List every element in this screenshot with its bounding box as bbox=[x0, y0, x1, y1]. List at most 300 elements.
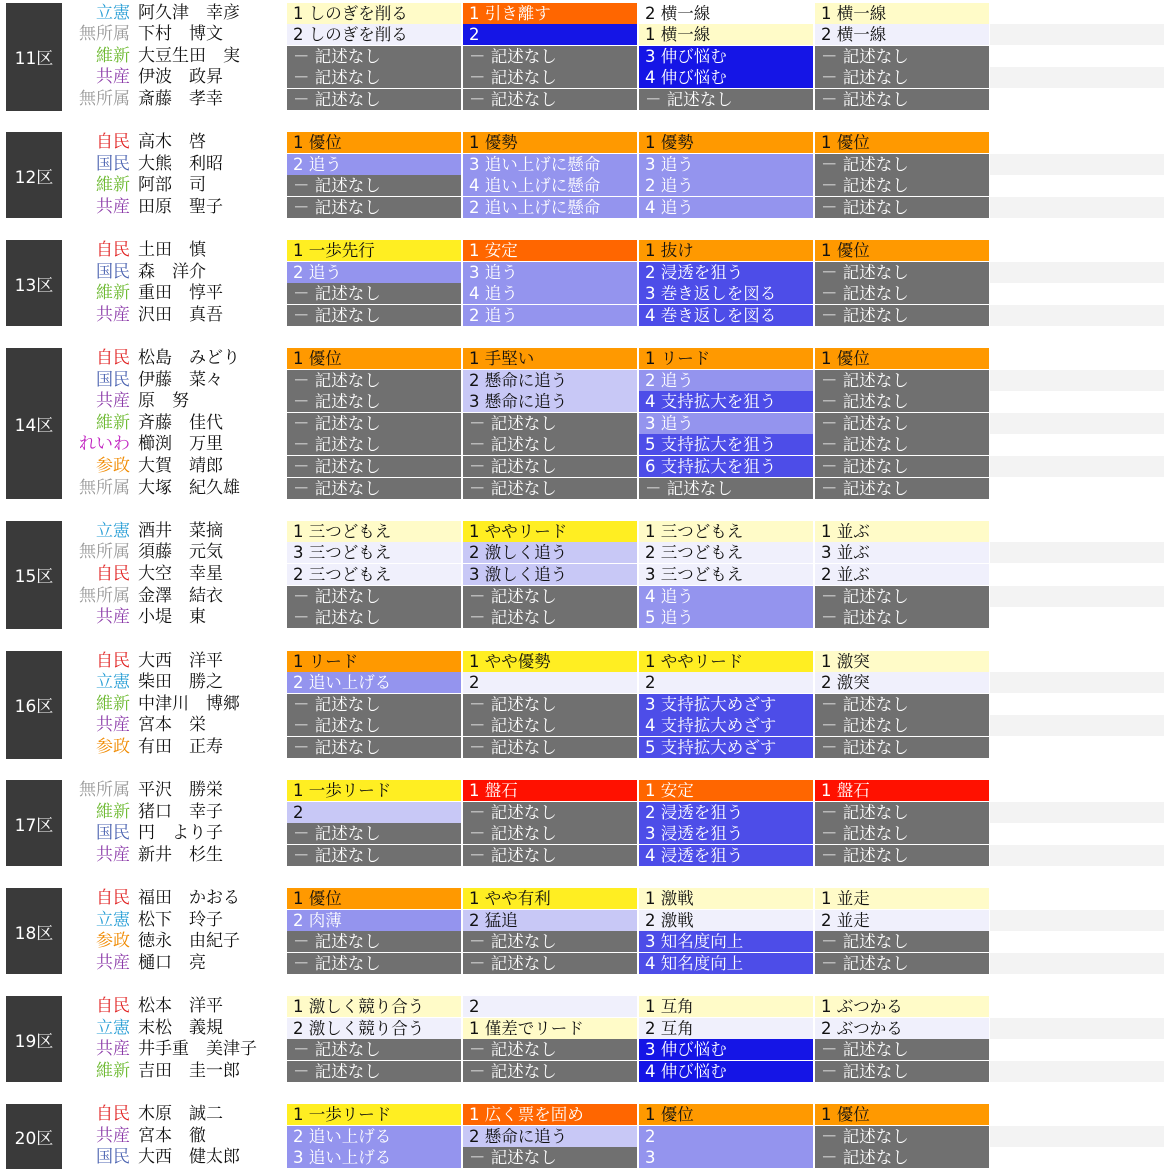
forecast-cell-source-3: 4 追う bbox=[639, 197, 813, 218]
forecast-cell-source-3: 2 浸透を狙う bbox=[639, 262, 813, 283]
party-label: 共産 bbox=[96, 1125, 130, 1146]
candidate-row bbox=[0, 1018, 1174, 1039]
forecast-cell-source-2: 2 激しく追う bbox=[463, 542, 637, 563]
forecast-cell-source-1: － 記述なし bbox=[287, 694, 461, 715]
candidate-row bbox=[0, 456, 1174, 477]
candidate-row bbox=[0, 370, 1174, 391]
party-label: 自民 bbox=[96, 1104, 130, 1125]
forecast-cell-source-2: － 記述なし bbox=[463, 802, 637, 823]
row-stripe bbox=[990, 370, 1164, 391]
forecast-cell-source-1: － 記述なし bbox=[287, 953, 461, 974]
district-block bbox=[0, 3, 1174, 111]
forecast-cell-source-3: 3 巻き返しを図る bbox=[639, 283, 813, 304]
district-label: 15区 bbox=[6, 521, 62, 629]
candidate-name: 円 より子 bbox=[138, 823, 223, 844]
forecast-cell-source-3: 3 追う bbox=[639, 413, 813, 434]
candidate-name: 斎藤 孝幸 bbox=[138, 88, 223, 109]
forecast-cell-source-3: 3 三つどもえ bbox=[639, 564, 813, 585]
party-label: 国民 bbox=[96, 369, 130, 390]
forecast-cell-source-4: － 記述なし bbox=[815, 953, 989, 974]
forecast-cell-source-2: 2 猛追 bbox=[463, 910, 637, 931]
forecast-cell-source-3: 3 追う bbox=[639, 154, 813, 175]
row-stripe bbox=[990, 3, 1164, 24]
forecast-cell-source-1: － 記述なし bbox=[287, 737, 461, 758]
candidate-row bbox=[0, 931, 1174, 952]
forecast-cell-source-4: － 記述なし bbox=[815, 89, 989, 110]
forecast-cell-source-2: － 記述なし bbox=[463, 845, 637, 866]
forecast-cell-source-1: － 記述なし bbox=[287, 283, 461, 304]
forecast-cell-source-4: 2 横一線 bbox=[815, 24, 989, 45]
forecast-cell-source-4: 1 並ぶ bbox=[815, 521, 989, 542]
candidate-name: 須藤 元気 bbox=[138, 542, 223, 563]
forecast-cell-source-1: 3 追い上げる bbox=[287, 1147, 461, 1168]
forecast-cell-source-3: 2 bbox=[639, 672, 813, 693]
forecast-cell-source-3: 3 知名度向上 bbox=[639, 931, 813, 952]
row-stripe bbox=[990, 737, 1164, 758]
district-label: 20区 bbox=[6, 1104, 62, 1169]
forecast-cell-source-3: 5 支持拡大めざす bbox=[639, 737, 813, 758]
forecast-cell-source-1: － 記述なし bbox=[287, 197, 461, 218]
candidate-row bbox=[0, 1039, 1174, 1060]
candidate-name: 新井 杉生 bbox=[138, 844, 223, 865]
party-label: 自民 bbox=[96, 132, 130, 153]
candidate-name: 大空 幸星 bbox=[138, 564, 223, 585]
forecast-cell-source-1: － 記述なし bbox=[287, 845, 461, 866]
forecast-cell-source-3: 2 bbox=[639, 1126, 813, 1147]
forecast-cell-source-3: 1 激戦 bbox=[639, 888, 813, 909]
forecast-cell-source-1: 1 優位 bbox=[287, 348, 461, 369]
candidate-name: 大賀 靖郎 bbox=[138, 456, 223, 477]
forecast-cell-source-3: 1 互角 bbox=[639, 996, 813, 1017]
candidate-name: 田原 聖子 bbox=[138, 196, 223, 217]
forecast-cell-source-1: － 記述なし bbox=[287, 607, 461, 628]
forecast-cell-source-4: － 記述なし bbox=[815, 283, 989, 304]
candidate-row bbox=[0, 240, 1174, 261]
forecast-cell-source-2: 1 優勢 bbox=[463, 132, 637, 153]
forecast-cell-source-4: 1 横一線 bbox=[815, 3, 989, 24]
candidate-row bbox=[0, 67, 1174, 88]
party-label: 維新 bbox=[96, 45, 130, 66]
candidate-name: 下村 博文 bbox=[138, 24, 223, 45]
party-label: 無所属 bbox=[79, 477, 130, 498]
row-stripe bbox=[990, 262, 1164, 283]
forecast-cell-source-2: 4 追い上げに懸命 bbox=[463, 175, 637, 196]
forecast-cell-source-4: － 記述なし bbox=[815, 434, 989, 455]
forecast-cell-source-4: － 記述なし bbox=[815, 607, 989, 628]
row-stripe bbox=[990, 67, 1164, 88]
district-label: 14区 bbox=[6, 348, 62, 499]
district-label: 11区 bbox=[6, 3, 62, 111]
candidate-row bbox=[0, 154, 1174, 175]
row-stripe bbox=[990, 154, 1164, 175]
forecast-cell-source-2: － 記述なし bbox=[463, 478, 637, 499]
party-label: 自民 bbox=[96, 888, 130, 909]
party-label: 共産 bbox=[96, 67, 130, 88]
party-label: 参政 bbox=[96, 931, 130, 952]
candidate-row bbox=[0, 1104, 1174, 1125]
row-stripe bbox=[990, 434, 1164, 455]
party-label: 立憲 bbox=[96, 2, 130, 23]
candidate-name: 阿部 司 bbox=[138, 175, 206, 196]
party-label: 共産 bbox=[96, 1039, 130, 1060]
forecast-cell-source-4: － 記述なし bbox=[815, 1126, 989, 1147]
candidate-row bbox=[0, 283, 1174, 304]
district-label: 12区 bbox=[6, 132, 62, 218]
forecast-cell-source-1: 2 三つどもえ bbox=[287, 564, 461, 585]
forecast-cell-source-2: 1 手堅い bbox=[463, 348, 637, 369]
row-stripe bbox=[990, 348, 1164, 369]
row-stripe bbox=[990, 283, 1164, 304]
party-label: 共産 bbox=[96, 391, 130, 412]
candidate-name: 伊藤 菜々 bbox=[138, 369, 223, 390]
forecast-cell-source-1: 3 三つどもえ bbox=[287, 542, 461, 563]
candidate-name: 松下 玲子 bbox=[138, 909, 223, 930]
forecast-cell-source-1: － 記述なし bbox=[287, 586, 461, 607]
district-block bbox=[0, 132, 1174, 218]
district-block bbox=[0, 651, 1174, 759]
row-stripe bbox=[990, 175, 1164, 196]
forecast-cell-source-2: 2 bbox=[463, 996, 637, 1017]
forecast-cell-source-1: － 記述なし bbox=[287, 413, 461, 434]
row-stripe bbox=[990, 542, 1164, 563]
forecast-cell-source-3: 6 支持拡大を狙う bbox=[639, 456, 813, 477]
forecast-cell-source-1: 1 三つどもえ bbox=[287, 521, 461, 542]
candidate-row bbox=[0, 305, 1174, 326]
forecast-cell-source-2: － 記述なし bbox=[463, 607, 637, 628]
forecast-cell-source-1: 2 肉薄 bbox=[287, 910, 461, 931]
forecast-cell-source-1: － 記述なし bbox=[287, 823, 461, 844]
forecast-cell-source-1: － 記述なし bbox=[287, 1039, 461, 1060]
forecast-cell-source-3: 1 リード bbox=[639, 348, 813, 369]
row-stripe bbox=[990, 823, 1164, 844]
row-stripe bbox=[990, 888, 1164, 909]
party-label: 維新 bbox=[96, 412, 130, 433]
party-label: 無所属 bbox=[79, 780, 130, 801]
forecast-cell-source-3: 2 互角 bbox=[639, 1018, 813, 1039]
candidate-row bbox=[0, 1061, 1174, 1082]
forecast-cell-source-2: － 記述なし bbox=[463, 456, 637, 477]
candidate-row bbox=[0, 607, 1174, 628]
forecast-cell-source-4: － 記述なし bbox=[815, 413, 989, 434]
district-block bbox=[0, 1104, 1174, 1169]
forecast-cell-source-1: 2 追い上げる bbox=[287, 672, 461, 693]
candidate-name: 柴田 勝之 bbox=[138, 672, 223, 693]
forecast-cell-source-4: － 記述なし bbox=[815, 154, 989, 175]
candidate-name: 宮本 徹 bbox=[138, 1125, 206, 1146]
candidate-row bbox=[0, 434, 1174, 455]
forecast-cell-source-2: 3 激しく追う bbox=[463, 564, 637, 585]
forecast-cell-source-1: － 記述なし bbox=[287, 67, 461, 88]
candidate-row bbox=[0, 391, 1174, 412]
forecast-cell-source-3: 4 支持拡大めざす bbox=[639, 715, 813, 736]
party-label: 無所属 bbox=[79, 585, 130, 606]
candidate-row bbox=[0, 89, 1174, 110]
forecast-cell-source-4: － 記述なし bbox=[815, 175, 989, 196]
forecast-cell-source-4: 1 優位 bbox=[815, 348, 989, 369]
party-label: 国民 bbox=[96, 1147, 130, 1168]
forecast-cell-source-1: 2 激しく競り合う bbox=[287, 1018, 461, 1039]
party-label: 立憲 bbox=[96, 1017, 130, 1038]
forecast-cell-source-3: 1 優位 bbox=[639, 1104, 813, 1125]
candidate-row bbox=[0, 175, 1174, 196]
row-stripe bbox=[990, 607, 1164, 628]
row-stripe bbox=[990, 521, 1164, 542]
forecast-cell-source-3: 2 横一線 bbox=[639, 3, 813, 24]
forecast-cell-source-3: 1 安定 bbox=[639, 780, 813, 801]
district-label: 17区 bbox=[6, 780, 62, 866]
forecast-cell-source-3: 4 伸び悩む bbox=[639, 67, 813, 88]
candidate-row bbox=[0, 953, 1174, 974]
forecast-cell-source-1: 1 一歩リード bbox=[287, 780, 461, 801]
row-stripe bbox=[990, 24, 1164, 45]
forecast-cell-source-1: － 記述なし bbox=[287, 931, 461, 952]
forecast-cell-source-3: 3 bbox=[639, 1147, 813, 1168]
candidate-name: 高木 啓 bbox=[138, 132, 206, 153]
forecast-cell-source-1: － 記述なし bbox=[287, 370, 461, 391]
forecast-cell-source-4: － 記述なし bbox=[815, 1039, 989, 1060]
candidate-name: 平沢 勝栄 bbox=[138, 780, 223, 801]
row-stripe bbox=[990, 910, 1164, 931]
forecast-cell-source-2: 1 ややリード bbox=[463, 521, 637, 542]
party-label: 維新 bbox=[96, 175, 130, 196]
row-stripe bbox=[990, 456, 1164, 477]
row-stripe bbox=[990, 240, 1164, 261]
party-label: 共産 bbox=[96, 196, 130, 217]
candidate-row bbox=[0, 564, 1174, 585]
district-block bbox=[0, 348, 1174, 499]
forecast-cell-source-4: － 記述なし bbox=[815, 1061, 989, 1082]
forecast-cell-source-2: － 記述なし bbox=[463, 1039, 637, 1060]
forecast-cell-source-1: 2 追う bbox=[287, 262, 461, 283]
candidate-name: 大塚 紀久雄 bbox=[138, 477, 240, 498]
forecast-cell-source-4: － 記述なし bbox=[815, 694, 989, 715]
candidate-row bbox=[0, 3, 1174, 24]
forecast-cell-source-3: 2 激戦 bbox=[639, 910, 813, 931]
forecast-cell-source-4: 3 並ぶ bbox=[815, 542, 989, 563]
forecast-cell-source-3: 3 伸び悩む bbox=[639, 1039, 813, 1060]
forecast-cell-source-2: 2 懸命に追う bbox=[463, 1126, 637, 1147]
party-label: 自民 bbox=[96, 348, 130, 369]
candidate-name: 酒井 菜摘 bbox=[138, 520, 223, 541]
candidate-row bbox=[0, 413, 1174, 434]
forecast-cell-source-3: 2 三つどもえ bbox=[639, 542, 813, 563]
forecast-cell-source-4: 1 激突 bbox=[815, 651, 989, 672]
party-label: 自民 bbox=[96, 564, 130, 585]
candidate-row bbox=[0, 802, 1174, 823]
candidate-name: 井手重 美津子 bbox=[138, 1039, 257, 1060]
forecast-cell-source-2: － 記述なし bbox=[463, 737, 637, 758]
forecast-cell-source-3: 5 追う bbox=[639, 607, 813, 628]
forecast-cell-source-3: 3 伸び悩む bbox=[639, 46, 813, 67]
forecast-cell-source-2: － 記述なし bbox=[463, 953, 637, 974]
candidate-row bbox=[0, 262, 1174, 283]
candidate-name: 松本 洋平 bbox=[138, 996, 223, 1017]
forecast-cell-source-4: － 記述なし bbox=[815, 715, 989, 736]
candidate-name: 土田 慎 bbox=[138, 240, 206, 261]
forecast-cell-source-1: 1 優位 bbox=[287, 888, 461, 909]
row-stripe bbox=[990, 780, 1164, 801]
forecast-cell-source-2: － 記述なし bbox=[463, 46, 637, 67]
candidate-name: 大豆生田 実 bbox=[138, 45, 240, 66]
forecast-cell-source-4: － 記述なし bbox=[815, 456, 989, 477]
row-stripe bbox=[990, 46, 1164, 67]
party-label: 参政 bbox=[96, 456, 130, 477]
party-label: 共産 bbox=[96, 607, 130, 628]
forecast-cell-source-2: 3 追う bbox=[463, 262, 637, 283]
party-label: 共産 bbox=[96, 304, 130, 325]
candidate-row bbox=[0, 996, 1174, 1017]
row-stripe bbox=[990, 715, 1164, 736]
forecast-cell-source-3: 1 三つどもえ bbox=[639, 521, 813, 542]
candidate-row bbox=[0, 715, 1174, 736]
forecast-cell-source-1: － 記述なし bbox=[287, 305, 461, 326]
forecast-cell-source-4: － 記述なし bbox=[815, 67, 989, 88]
forecast-cell-source-3: 4 巻き返しを図る bbox=[639, 305, 813, 326]
row-stripe bbox=[990, 413, 1164, 434]
forecast-cell-source-3: 1 優勢 bbox=[639, 132, 813, 153]
candidate-row bbox=[0, 478, 1174, 499]
forecast-cell-source-2: 1 やや優勢 bbox=[463, 651, 637, 672]
forecast-cell-source-3: 4 支持拡大を狙う bbox=[639, 391, 813, 412]
forecast-cell-source-1: 2 追い上げる bbox=[287, 1126, 461, 1147]
row-stripe bbox=[990, 391, 1164, 412]
candidate-name: 大西 健太郎 bbox=[138, 1147, 240, 1168]
forecast-cell-source-3: 4 追う bbox=[639, 586, 813, 607]
forecast-cell-source-4: 1 優位 bbox=[815, 1104, 989, 1125]
candidate-name: 重田 惇平 bbox=[138, 283, 223, 304]
forecast-cell-source-4: 1 優位 bbox=[815, 240, 989, 261]
row-stripe bbox=[990, 1147, 1164, 1168]
forecast-cell-source-2: 3 追い上げに懸命 bbox=[463, 154, 637, 175]
district-block bbox=[0, 996, 1174, 1082]
forecast-cell-source-4: － 記述なし bbox=[815, 478, 989, 499]
forecast-cell-source-1: 2 しのぎを削る bbox=[287, 24, 461, 45]
forecast-cell-source-2: 2 bbox=[463, 24, 637, 45]
candidate-name: 阿久津 幸彦 bbox=[138, 2, 240, 23]
candidate-row bbox=[0, 521, 1174, 542]
forecast-cell-source-2: － 記述なし bbox=[463, 586, 637, 607]
candidate-row bbox=[0, 651, 1174, 672]
row-stripe bbox=[990, 586, 1164, 607]
forecast-cell-source-2: － 記述なし bbox=[463, 715, 637, 736]
candidate-name: 末松 義規 bbox=[138, 1017, 223, 1038]
forecast-cell-source-3: 3 浸透を狙う bbox=[639, 823, 813, 844]
party-label: 維新 bbox=[96, 283, 130, 304]
forecast-cell-source-1: － 記述なし bbox=[287, 391, 461, 412]
forecast-cell-source-3: 2 浸透を狙う bbox=[639, 802, 813, 823]
forecast-cell-source-2: － 記述なし bbox=[463, 694, 637, 715]
forecast-cell-source-3: 4 伸び悩む bbox=[639, 1061, 813, 1082]
candidate-name: 伊波 政昇 bbox=[138, 67, 223, 88]
row-stripe bbox=[990, 197, 1164, 218]
candidate-row bbox=[0, 845, 1174, 866]
party-label: 無所属 bbox=[79, 88, 130, 109]
forecast-cell-source-4: － 記述なし bbox=[815, 262, 989, 283]
candidate-row bbox=[0, 24, 1174, 45]
forecast-cell-source-4: 1 盤石 bbox=[815, 780, 989, 801]
forecast-cell-source-4: － 記述なし bbox=[815, 823, 989, 844]
forecast-cell-source-1: 2 bbox=[287, 802, 461, 823]
candidate-name: 櫛渕 万里 bbox=[138, 434, 223, 455]
forecast-cell-source-4: － 記述なし bbox=[815, 586, 989, 607]
candidate-row bbox=[0, 910, 1174, 931]
forecast-cell-source-2: 1 やや有利 bbox=[463, 888, 637, 909]
forecast-cell-source-4: 1 並走 bbox=[815, 888, 989, 909]
party-label: 自民 bbox=[96, 240, 130, 261]
forecast-cell-source-3: 1 抜け bbox=[639, 240, 813, 261]
forecast-cell-source-1: － 記述なし bbox=[287, 715, 461, 736]
forecast-cell-source-1: － 記述なし bbox=[287, 456, 461, 477]
candidate-name: 福田 かおる bbox=[138, 888, 240, 909]
district-label: 16区 bbox=[6, 651, 62, 759]
forecast-cell-source-1: － 記述なし bbox=[287, 175, 461, 196]
forecast-cell-source-1: 1 激しく競り合う bbox=[287, 996, 461, 1017]
forecast-cell-source-2: － 記述なし bbox=[463, 413, 637, 434]
candidate-name: 森 洋介 bbox=[138, 261, 206, 282]
candidate-row bbox=[0, 694, 1174, 715]
candidate-name: 宮本 栄 bbox=[138, 715, 206, 736]
forecast-cell-source-2: 1 引き離す bbox=[463, 3, 637, 24]
forecast-cell-source-1: － 記述なし bbox=[287, 46, 461, 67]
forecast-cell-source-4: 2 並走 bbox=[815, 910, 989, 931]
row-stripe bbox=[990, 672, 1164, 693]
forecast-cell-source-1: － 記述なし bbox=[287, 89, 461, 110]
forecast-cell-source-2: － 記述なし bbox=[463, 931, 637, 952]
forecast-cell-source-4: － 記述なし bbox=[815, 197, 989, 218]
row-stripe bbox=[990, 1126, 1164, 1147]
row-stripe bbox=[990, 1104, 1164, 1125]
party-label: 自民 bbox=[96, 996, 130, 1017]
forecast-cell-source-1: 1 一歩先行 bbox=[287, 240, 461, 261]
candidate-row bbox=[0, 132, 1174, 153]
party-label: 国民 bbox=[96, 261, 130, 282]
candidate-name: 原 努 bbox=[138, 391, 189, 412]
row-stripe bbox=[990, 1061, 1164, 1082]
district-block bbox=[0, 521, 1174, 629]
candidate-name: 樋口 亮 bbox=[138, 952, 206, 973]
row-stripe bbox=[990, 1039, 1164, 1060]
candidate-row bbox=[0, 672, 1174, 693]
candidate-row bbox=[0, 1126, 1174, 1147]
candidate-row bbox=[0, 888, 1174, 909]
row-stripe bbox=[990, 89, 1164, 110]
row-stripe bbox=[990, 694, 1164, 715]
row-stripe bbox=[990, 996, 1164, 1017]
party-label: 立憲 bbox=[96, 672, 130, 693]
row-stripe bbox=[990, 802, 1164, 823]
row-stripe bbox=[990, 953, 1164, 974]
candidate-name: 金澤 結衣 bbox=[138, 585, 223, 606]
party-label: 参政 bbox=[96, 736, 130, 757]
forecast-cell-source-2: 2 懸命に追う bbox=[463, 370, 637, 391]
forecast-cell-source-3: 4 浸透を狙う bbox=[639, 845, 813, 866]
forecast-cell-source-4: 2 ぶつかる bbox=[815, 1018, 989, 1039]
district-block bbox=[0, 780, 1174, 866]
forecast-cell-source-2: 4 追う bbox=[463, 283, 637, 304]
forecast-cell-source-3: 2 追う bbox=[639, 370, 813, 391]
row-stripe bbox=[990, 564, 1164, 585]
party-label: れいわ bbox=[79, 434, 130, 455]
forecast-cell-source-2: － 記述なし bbox=[463, 1061, 637, 1082]
party-label: 立憲 bbox=[96, 909, 130, 930]
forecast-cell-source-2: 1 盤石 bbox=[463, 780, 637, 801]
forecast-cell-source-4: － 記述なし bbox=[815, 802, 989, 823]
forecast-cell-source-3: 5 支持拡大を狙う bbox=[639, 434, 813, 455]
row-stripe bbox=[990, 1018, 1164, 1039]
forecast-cell-source-3: 3 支持拡大めざす bbox=[639, 694, 813, 715]
forecast-cell-source-4: － 記述なし bbox=[815, 737, 989, 758]
candidate-name: 小堤 東 bbox=[138, 607, 206, 628]
